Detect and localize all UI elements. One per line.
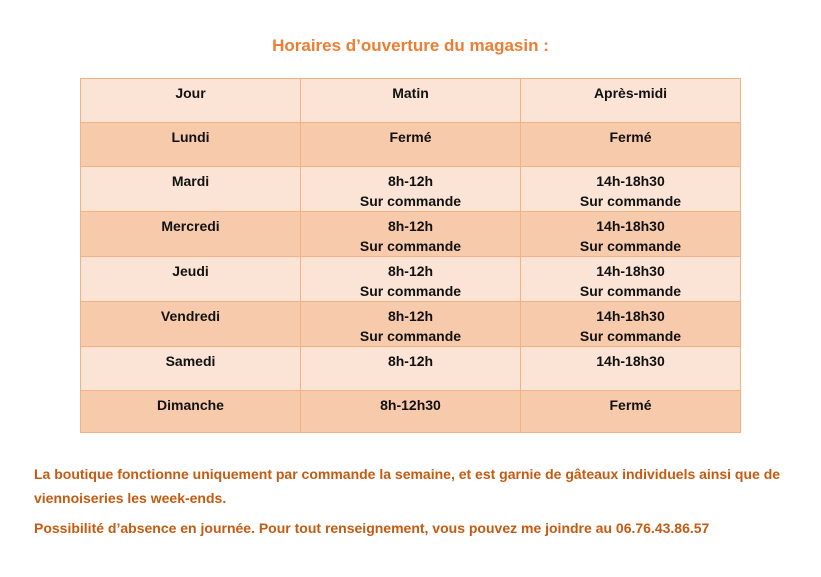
- header-afternoon: Après-midi: [521, 79, 741, 123]
- header-morning: Matin: [301, 79, 521, 123]
- morning-hours: 8h-12h: [387, 353, 434, 369]
- afternoon-cell: [521, 167, 741, 212]
- afternoon-cell: [521, 212, 741, 257]
- afternoon-hours: Fermé: [609, 129, 652, 145]
- morning-cell: [301, 391, 521, 433]
- morning-cell: [301, 212, 521, 257]
- afternoon-hours: 14h-18h30: [596, 173, 665, 189]
- day-cell: [81, 391, 301, 433]
- afternoon-note: Sur commande: [579, 328, 682, 344]
- afternoon-hours: 14h-18h30: [596, 218, 665, 234]
- header-day: Jour: [81, 79, 301, 123]
- table-row-vendredi: [81, 302, 741, 347]
- morning-note: Sur commande: [359, 193, 462, 209]
- table-row-dimanche: [81, 391, 741, 433]
- day-cell: [81, 212, 301, 257]
- afternoon-note: Sur commande: [579, 283, 682, 299]
- morning-hours: 8h-12h: [387, 173, 434, 189]
- day-label: Mardi: [171, 173, 210, 189]
- table-row-samedi: [81, 347, 741, 391]
- morning-hours: 8h-12h: [387, 308, 434, 324]
- morning-cell: [301, 123, 521, 167]
- afternoon-cell: [521, 257, 741, 302]
- day-label: Jeudi: [172, 263, 209, 279]
- morning-note: Sur commande: [359, 283, 462, 299]
- day-cell: [81, 347, 301, 391]
- morning-cell: [301, 302, 521, 347]
- afternoon-hours: 14h-18h30: [596, 353, 665, 369]
- afternoon-note: Sur commande: [579, 238, 682, 254]
- morning-hours: 8h-12h30: [380, 397, 441, 413]
- day-cell: [81, 257, 301, 302]
- day-cell: [81, 167, 301, 212]
- afternoon-note: Sur commande: [579, 193, 682, 209]
- page-title: Horaires d’ouverture du magasin :: [272, 36, 549, 55]
- table-row-lundi: [81, 123, 741, 167]
- afternoon-hours: 14h-18h30: [596, 308, 665, 324]
- morning-hours: 8h-12h: [387, 263, 434, 279]
- day-label: Mercredi: [161, 218, 220, 234]
- morning-cell: [301, 347, 521, 391]
- day-label: Dimanche: [157, 397, 224, 413]
- afternoon-cell: [521, 302, 741, 347]
- morning-hours: 8h-12h: [387, 218, 434, 234]
- morning-cell: [301, 167, 521, 212]
- opening-hours-table: [80, 78, 741, 433]
- day-label: Samedi: [165, 353, 216, 369]
- afternoon-cell: [521, 123, 741, 167]
- day-cell: [81, 123, 301, 167]
- afternoon-cell: [521, 391, 741, 433]
- afternoon-hours: Fermé: [609, 397, 652, 413]
- day-cell: [81, 302, 301, 347]
- morning-note: Sur commande: [359, 328, 462, 344]
- morning-cell: [301, 257, 521, 302]
- afternoon-cell: [521, 347, 741, 391]
- afternoon-hours: 14h-18h30: [596, 263, 665, 279]
- table-row-jeudi: [81, 257, 741, 302]
- day-label: Vendredi: [160, 308, 221, 324]
- day-label: Lundi: [171, 129, 210, 145]
- ordering-info-paragraph: La boutique fonctionne uniquement par commande la semaine, et est garnie de gâteaux individuels ainsi que de viennoiseries les week-ends.: [34, 466, 781, 506]
- morning-note: Sur commande: [359, 238, 462, 254]
- table-row-mercredi: [81, 212, 741, 257]
- table-header-row: [81, 79, 741, 123]
- table-row-mardi: [81, 167, 741, 212]
- contact-info-paragraph: Possibilité d’absence en journée. Pour tout renseignement, vous pouvez me joindre au 06.76.43.86.57: [34, 520, 710, 536]
- morning-hours: Fermé: [389, 129, 432, 145]
